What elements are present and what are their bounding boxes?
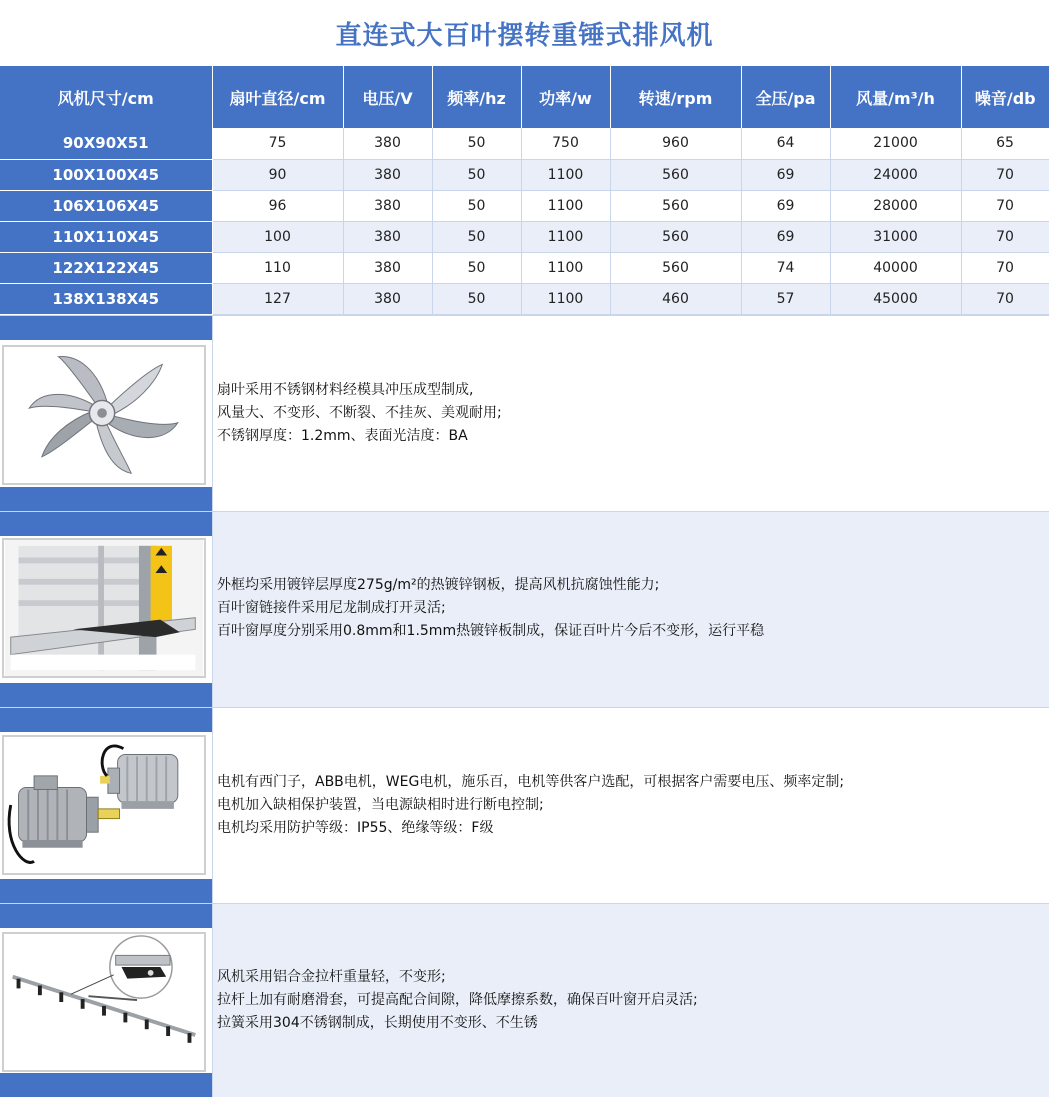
header-airflow: 风量/m³/h [830, 66, 961, 128]
accent-band [0, 1073, 212, 1097]
feature-line: 电机加入缺相保护装置，当电源缺相时进行断电控制; [217, 797, 544, 813]
cell-airflow: 31000 [830, 221, 961, 252]
cell-noise: 65 [961, 128, 1049, 159]
cell-blade-diameter: 96 [212, 190, 343, 221]
cell-airflow: 45000 [830, 283, 961, 314]
cell-pressure: 69 [741, 221, 830, 252]
feature-line: 风机采用铝合金拉杆重量轻，不变形; [217, 969, 446, 985]
table-header-row [0, 66, 1049, 128]
electric-motor-image [2, 735, 206, 875]
galvanized-frame-image [2, 538, 206, 678]
cell-airflow: 28000 [830, 190, 961, 221]
cell-voltage: 380 [343, 252, 432, 283]
feature-text [212, 316, 1049, 511]
cell-fan-size: 110X110X45 [0, 221, 212, 252]
feature-text [212, 708, 1049, 903]
cell-speed: 560 [610, 190, 741, 221]
accent-band [0, 512, 212, 536]
cell-fan-size: 122X122X45 [0, 252, 212, 283]
cell-noise: 70 [961, 252, 1049, 283]
accent-band [0, 316, 212, 340]
header-noise: 噪音/db [961, 66, 1049, 128]
accent-band [0, 487, 212, 511]
accent-band [0, 879, 212, 903]
cell-fan-size: 138X138X45 [0, 283, 212, 314]
table-row [0, 283, 1049, 314]
feature-line: 百叶窗厚度分别采用0.8mm和1.5mm热镀锌板制成，保证百叶片今后不变形，运行平稳 [217, 623, 765, 639]
cell-power: 1100 [521, 190, 610, 221]
cell-voltage: 380 [343, 128, 432, 159]
cell-blade-diameter: 75 [212, 128, 343, 159]
cell-fan-size: 106X106X45 [0, 190, 212, 221]
header-pressure: 全压/pa [741, 66, 830, 128]
cell-speed: 960 [610, 128, 741, 159]
cell-frequency: 50 [432, 283, 521, 314]
cell-pressure: 74 [741, 252, 830, 283]
cell-frequency: 50 [432, 221, 521, 252]
feature-line: 风量大、不变形、不断裂、不挂灰、美观耐用; [217, 405, 502, 421]
cell-power: 750 [521, 128, 610, 159]
cell-speed: 560 [610, 252, 741, 283]
cell-airflow: 40000 [830, 252, 961, 283]
feature-image-column [0, 316, 212, 511]
feature-pull-rod [0, 903, 1049, 1097]
cell-frequency: 50 [432, 190, 521, 221]
cell-noise: 70 [961, 221, 1049, 252]
table-row [0, 159, 1049, 190]
cell-voltage: 380 [343, 190, 432, 221]
header-blade-diameter: 扇叶直径/cm [212, 66, 343, 128]
cell-fan-size: 90X90X51 [0, 128, 212, 159]
cell-speed: 560 [610, 159, 741, 190]
feature-line: 拉杆上加有耐磨滑套，可提高配合间隙，降低摩擦系数，确保百叶窗开启灵活; [217, 992, 698, 1008]
cell-noise: 70 [961, 190, 1049, 221]
cell-pressure: 57 [741, 283, 830, 314]
accent-band [0, 683, 212, 707]
header-frequency: 频率/hz [432, 66, 521, 128]
pull-rod-image [2, 932, 206, 1072]
feature-line: 百叶窗链接件采用尼龙制成打开灵活; [217, 600, 446, 616]
cell-fan-size: 100X100X45 [0, 159, 212, 190]
feature-image-column [0, 708, 212, 903]
cell-pressure: 69 [741, 159, 830, 190]
table-row [0, 128, 1049, 159]
table-row [0, 221, 1049, 252]
cell-blade-diameter: 100 [212, 221, 343, 252]
cell-speed: 460 [610, 283, 741, 314]
cell-blade-diameter: 90 [212, 159, 343, 190]
feature-line: 电机均采用防护等级：IP55、绝缘等级：F级 [217, 820, 494, 836]
feature-galvanized-frame [0, 511, 1049, 707]
feature-image-column [0, 904, 212, 1097]
cell-noise: 70 [961, 159, 1049, 190]
cell-frequency: 50 [432, 252, 521, 283]
feature-line: 电机有西门子，ABB电机，WEG电机，施乐百，电机等供客户选配，可根据客户需要电压、频率定制; [217, 774, 845, 790]
cell-power: 1100 [521, 221, 610, 252]
feature-line: 不锈钢厚度：1.2mm、表面光洁度：BA [217, 428, 468, 444]
cell-voltage: 380 [343, 159, 432, 190]
cell-power: 1100 [521, 283, 610, 314]
feature-text [212, 512, 1049, 707]
header-power: 功率/w [521, 66, 610, 128]
feature-image-column [0, 512, 212, 707]
table-row [0, 252, 1049, 283]
cell-blade-diameter: 110 [212, 252, 343, 283]
cell-frequency: 50 [432, 128, 521, 159]
cell-pressure: 64 [741, 128, 830, 159]
cell-speed: 560 [610, 221, 741, 252]
cell-blade-diameter: 127 [212, 283, 343, 314]
feature-line: 外框均采用镀锌层厚度275g/m²的热镀锌钢板，提高风机抗腐蚀性能力; [217, 577, 660, 593]
feature-line: 拉簧采用304不锈钢制成，长期使用不变形、不生锈 [217, 1015, 538, 1031]
cell-frequency: 50 [432, 159, 521, 190]
cell-pressure: 69 [741, 190, 830, 221]
header-speed: 转速/rpm [610, 66, 741, 128]
cell-voltage: 380 [343, 283, 432, 314]
cell-airflow: 24000 [830, 159, 961, 190]
accent-band [0, 904, 212, 928]
cell-power: 1100 [521, 159, 610, 190]
feature-electric-motor [0, 707, 1049, 903]
table-row [0, 190, 1049, 221]
header-fan-size: 风机尺寸/cm [0, 66, 212, 128]
fan-blade-image [2, 345, 206, 485]
feature-text [212, 904, 1049, 1097]
cell-noise: 70 [961, 283, 1049, 314]
feature-fan-blade [0, 315, 1049, 511]
header-voltage: 电压/V [343, 66, 432, 128]
cell-power: 1100 [521, 252, 610, 283]
cell-airflow: 21000 [830, 128, 961, 159]
accent-band [0, 708, 212, 732]
spec-table [0, 66, 1049, 315]
page-title: 直连式大百叶摆转重锤式排风机 [335, 20, 714, 51]
feature-line: 扇叶采用不锈钢材料经模具冲压成型制成, [217, 382, 474, 398]
cell-voltage: 380 [343, 221, 432, 252]
